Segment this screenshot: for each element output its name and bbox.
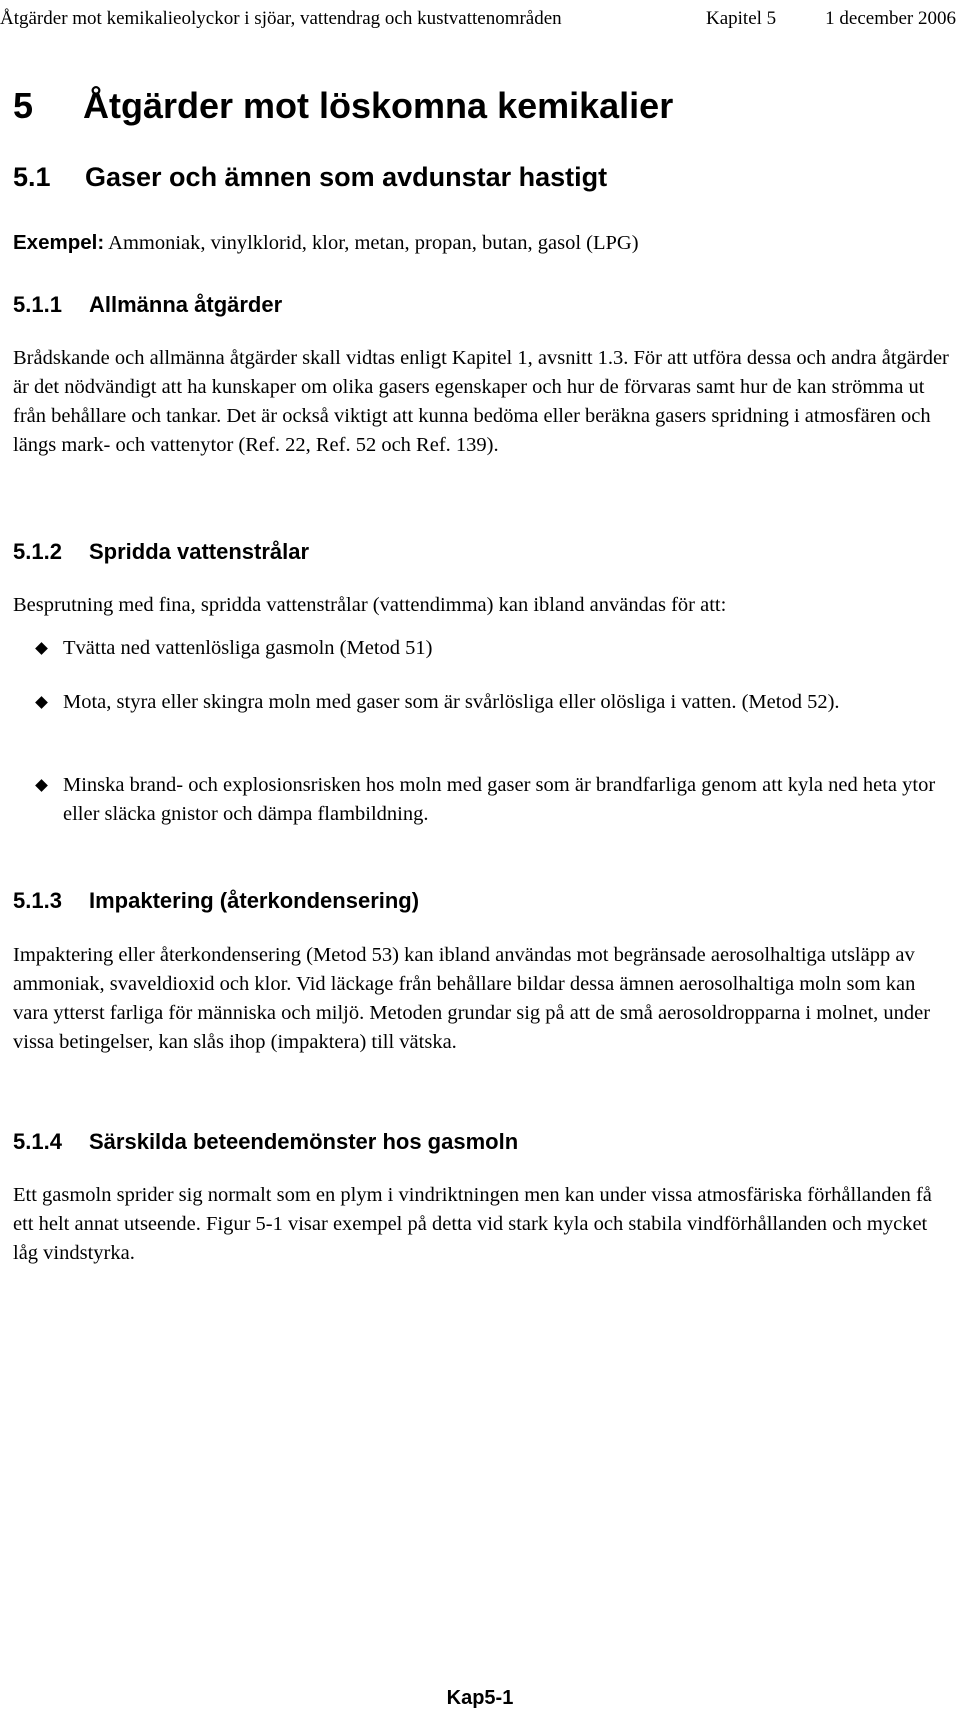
subsection-heading-5-1-3 bbox=[13, 886, 419, 916]
header-chapter: Kapitel 5 bbox=[706, 8, 777, 29]
example-line bbox=[13, 228, 639, 258]
paragraph-5-1-3: Impaktering eller återkondensering (Metod 53) kan ibland användas mot begränsade aerosolhaltiga utsläpp av ammoniak, svaveldioxid och klor. Vid läckage från behållare bildar dessa ämnen aerosolhaltiga moln som kan vara ytterst farliga för människa och miljö. Metoden grundar sig på att de små aerosoldropparna i molnet, under vissa betingelser, kan slås ihop (impaktera) till vätska. bbox=[13, 944, 931, 1053]
list-item bbox=[13, 771, 950, 829]
example-label: Exempel: bbox=[13, 231, 105, 254]
subsection-title: Allmänna åtgärder bbox=[89, 292, 283, 317]
chapter-heading bbox=[13, 84, 673, 128]
example-text: Ammoniak, vinylklorid, klor, metan, propan, butan, gasol (LPG) bbox=[104, 232, 639, 254]
subsection-number: 5.1.4 bbox=[13, 1129, 62, 1154]
section-heading bbox=[13, 160, 607, 194]
subsection-heading-5-1-1 bbox=[13, 290, 282, 320]
subsection-heading-5-1-4 bbox=[13, 1127, 518, 1157]
page-footer: Kap5-1 bbox=[446, 1687, 514, 1709]
subsection-title: Impaktering (återkondensering) bbox=[89, 888, 420, 913]
subsection-title: Särskilda beteendemönster hos gasmoln bbox=[89, 1129, 519, 1154]
list-item-text: Minska brand- och explosionsrisken hos moln med gaser som är brandfarliga genom att kyla ned heta ytor eller släcka gnistor och dämpa flambildning. bbox=[63, 774, 936, 825]
paragraph-5-1-1: Brådskande och allmänna åtgärder skall vidtas enligt Kapitel 1, avsnitt 1.3. För att utföra dessa och andra åtgärder är det nödvändigt att ha kunskaper om olika gasers egenskaper och hur de förvaras samt hur de kan strömma ut från behållare och tankar. Det är också viktigt att kunna bedöma eller beräkna gasers spridning i atmosfären och längs mark- och vattenytor (Ref. 22, Ref. 52 och Ref. 139). bbox=[13, 347, 949, 456]
diamond-bullet-icon bbox=[35, 642, 48, 655]
paragraph-5-1-2: Besprutning med fina, spridda vattenstrålar (vattendimma) kan ibland användas för att: bbox=[13, 594, 727, 616]
subsection-heading-5-1-2 bbox=[13, 537, 309, 567]
subsection-number: 5.1.1 bbox=[13, 292, 62, 317]
list-item-text: Tvätta ned vattenlösliga gasmoln (Metod 51) bbox=[63, 637, 433, 659]
list-item-text: Mota, styra eller skingra moln med gaser som är svårlösliga eller olösliga i vatten. (Metod 52). bbox=[63, 691, 840, 713]
list-item bbox=[13, 634, 950, 663]
header-date: 1 december 2006 bbox=[825, 8, 956, 29]
header-title: Åtgärder mot kemikalieolyckor i sjöar, vattendrag och kustvattenområden bbox=[0, 8, 562, 29]
chapter-title: Åtgärder mot löskomna kemikalier bbox=[83, 85, 674, 126]
paragraph-5-1-4: Ett gasmoln sprider sig normalt som en plym i vindriktningen men kan under vissa atmosfäriska förhållanden få ett helt annat utseende. Figur 5-1 visar exempel på detta vid stark kyla och stabila vindförhållanden och mycket låg vindstyrka. bbox=[13, 1184, 932, 1264]
subsection-number: 5.1.2 bbox=[13, 539, 62, 564]
subsection-number: 5.1.3 bbox=[13, 888, 62, 913]
section-title: Gaser och ämnen som avdunstar hastigt bbox=[85, 162, 608, 192]
diamond-bullet-icon bbox=[35, 779, 48, 792]
list-item bbox=[13, 688, 950, 717]
chapter-number: 5 bbox=[13, 85, 34, 126]
diamond-bullet-icon bbox=[35, 696, 48, 709]
running-header bbox=[0, 6, 960, 32]
section-number: 5.1 bbox=[13, 162, 51, 192]
subsection-title: Spridda vattenstrålar bbox=[89, 539, 310, 564]
